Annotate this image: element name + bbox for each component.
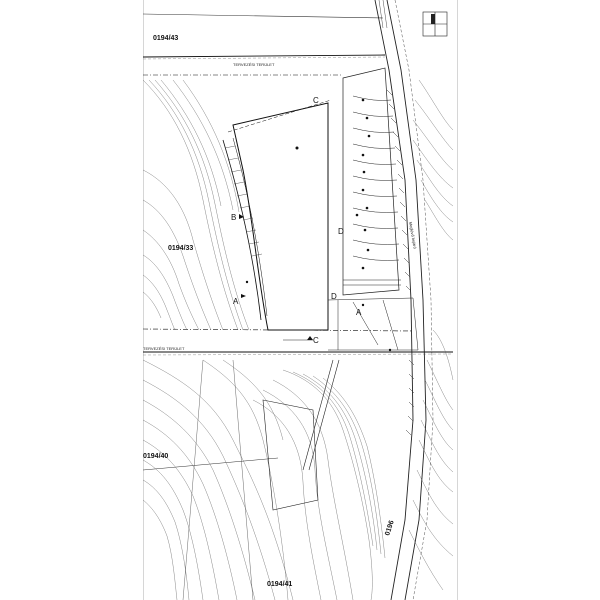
planning-area-label-top: TERVEZÉSI TERÜLET [233, 62, 275, 67]
parcel-label-33: 0194/33 [168, 245, 194, 252]
parcel-label-41: 0194/41 [267, 581, 293, 588]
svg-text:D: D [338, 227, 344, 236]
svg-text:A: A [356, 308, 362, 317]
parking-stalls [343, 68, 401, 295]
road-label-0196: 0196 [384, 519, 396, 537]
section-mark-d-bottom [331, 292, 337, 301]
svg-text:A: A [233, 297, 239, 306]
access-ramp [283, 298, 418, 350]
section-mark-d-top [338, 227, 344, 236]
north-arrow-icon [423, 12, 447, 36]
drawing-sheet [143, 0, 458, 600]
parcel-label-40: 0194/40 [143, 453, 169, 460]
svg-text:D: D [331, 292, 337, 301]
site-plan-drawing [143, 0, 458, 600]
svg-text:B: B [231, 213, 237, 222]
section-mark-a-lower [356, 308, 362, 317]
tree-markers [356, 99, 371, 270]
road-0196 [375, 0, 433, 600]
planning-area-label-bottom: TERVEZÉSI TERÜLET [143, 346, 185, 351]
retaining-wall-hatch [225, 146, 262, 256]
section-mark-c-top [313, 96, 319, 105]
parcel-boundary-43 [143, 55, 385, 57]
access-road-label: Meglévő bejáró [408, 221, 418, 250]
section-mark-b [231, 213, 244, 222]
svg-text:C: C [313, 96, 319, 105]
lower-depression-outline [263, 400, 318, 510]
parcel-label-43: 0194/43 [153, 35, 179, 42]
section-mark-c-bottom [307, 336, 319, 345]
svg-text:C: C [313, 336, 319, 345]
parcel-boundary-top [143, 14, 383, 18]
road-edge-hatch [387, 90, 414, 435]
section-mark-a-upper [233, 294, 246, 306]
elevation-marks [246, 147, 391, 352]
